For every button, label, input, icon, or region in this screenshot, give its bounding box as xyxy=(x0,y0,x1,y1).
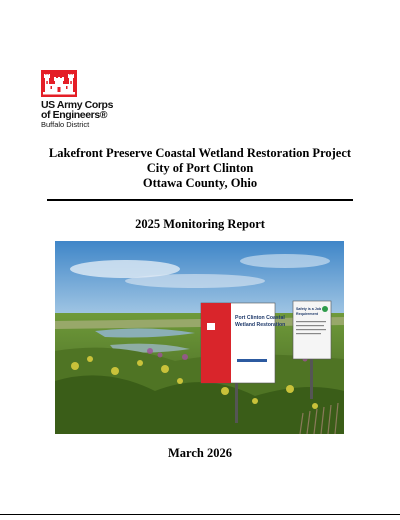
wetland-photo xyxy=(55,241,344,434)
sign-title-line-2: Wetland Restoration xyxy=(235,322,286,328)
safety-sign-line-1: Safety is a Job xyxy=(296,307,322,311)
page-bottom-rule xyxy=(0,514,400,515)
project-city: City of Port Clinton xyxy=(146,161,254,175)
sign-title-line-1: Port Clinton Coastal xyxy=(235,315,285,321)
title-divider xyxy=(47,199,353,201)
project-title-block xyxy=(0,146,400,191)
safety-sign-line-2: Requirement xyxy=(296,312,318,316)
org-name-line-2: of Engineers® xyxy=(41,109,108,121)
report-date: March 2026 xyxy=(168,446,232,460)
report-title: 2025 Monitoring Report xyxy=(135,217,265,231)
org-name-line-1: US Army Corps xyxy=(41,99,114,111)
usace-logo xyxy=(41,70,121,130)
district-name: Buffalo District xyxy=(41,120,90,129)
castle-icon xyxy=(41,70,77,97)
project-county: Ottawa County, Ohio xyxy=(142,176,258,190)
project-title: Lakefront Preserve Coastal Wetland Restoration Project xyxy=(48,146,352,160)
